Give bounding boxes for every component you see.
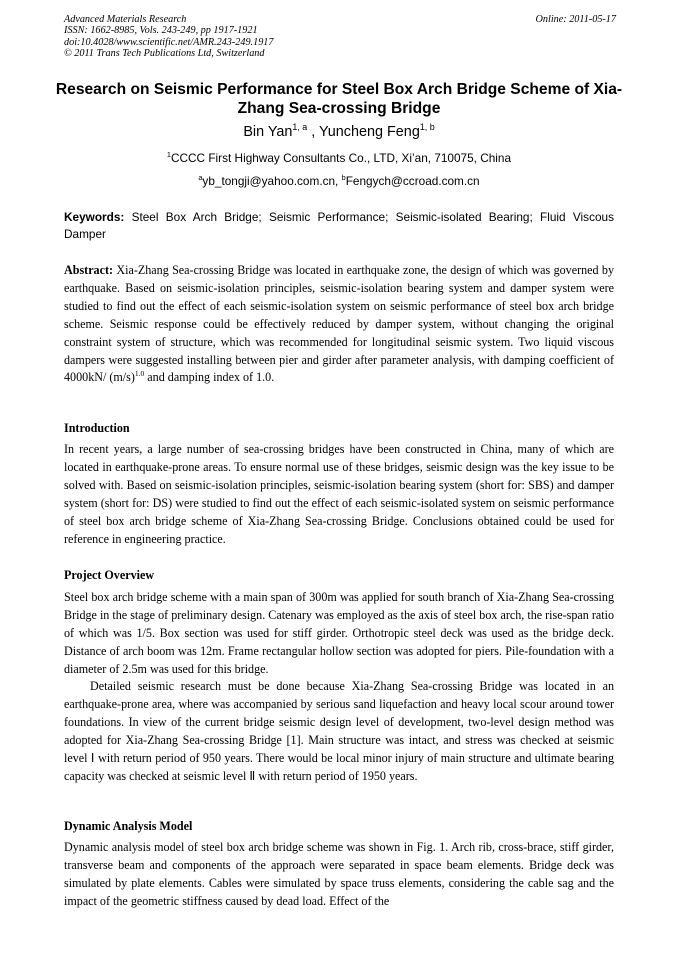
doi-line: doi:10.4028/www.scientific.net/AMR.243-249.1917 [64, 36, 274, 48]
online-date: Online: 2011-05-17 [535, 14, 616, 25]
dynamic-model-paragraph: Dynamic analysis model of steel box arch bridge scheme was shown in Fig. 1. Arch rib, cross-brace, stiff girder, transverse beam and components of the approach were separated in space beam elements. Bridge deck was simulated by plate elements. Cables were simulated by space truss elements, considering the cable sag and the impact of the geometric stiffness caused by dead load. Effect of the [64, 840, 614, 908]
journal-header [64, 14, 616, 60]
paper-title: Research on Seismic Performance for Steel Box Arch Bridge Scheme of Xia-Zhang Sea-crossing Bridge [55, 81, 623, 117]
author-emails [0, 174, 678, 188]
affiliation [0, 151, 678, 165]
abstract-label: Abstract: [64, 263, 114, 277]
email-link[interactable]: yb_tongji@yahoo.com.cn, [202, 174, 342, 188]
keywords-label: Keywords: [64, 210, 125, 224]
author-name: Bin Yan [243, 124, 293, 140]
email-sup: a [198, 173, 203, 183]
issn-line: ISSN: 1662-8985, Vols. 243-249, pp 1917-1921 [64, 25, 258, 37]
email-link[interactable]: Fengych@ccroad.com.cn [345, 174, 480, 188]
abstract-sup: 1.0 [134, 369, 145, 379]
abstract [64, 262, 614, 387]
author-name: Yuncheng Feng [319, 124, 420, 140]
section-heading-project-overview: Project Overview [64, 568, 155, 582]
author-separator: , [307, 124, 319, 140]
author-line [0, 123, 678, 141]
affiliation-sup: 1 [166, 150, 171, 160]
section-heading-introduction: Introduction [64, 421, 130, 435]
abstract-text-end: and damping index of 1.0. [144, 370, 275, 385]
keywords [64, 209, 614, 242]
author-affil-sup: 1, b [419, 122, 435, 133]
section-heading-dynamic-model: Dynamic Analysis Model [64, 819, 193, 833]
copyright-line: © 2011 Trans Tech Publications Ltd, Switzerland [64, 48, 265, 60]
author-affil-sup: 1, a [292, 122, 308, 133]
introduction-paragraph: In recent years, a large number of sea-crossing bridges have been constructed in China, many of which are located in earthquake-prone areas. To ensure normal use of these bridges, seismic design was the key issue to be solved with. Based on seismic-isolation principles, seismic-isolation bearing system (short for: SBS) and damper system (short for: DS) were studied to find out the effect of each seismic-isolated system on seismic performance of steel box arch bridge scheme of Xia-Zhang Sea-crossing Bridge. Conclusions obtained could be used for reference in engineering practice. [64, 442, 614, 546]
keywords-text: Steel Box Arch Bridge; Seismic Performance; Seismic-isolated Bearing; Fluid Viscous Damper [64, 210, 614, 241]
affiliation-text: CCCC First Highway Consultants Co., LTD, Xi’an, 710075, China [170, 151, 512, 165]
email-sup: b [341, 173, 346, 183]
abstract-text: Xia-Zhang Sea-crossing Bridge was located in earthquake zone, the design of which was governed by earthquake. Based on seismic-isolation principles, seismic-isolation bearing system and damper system were studied to find out the effect of each seismic-isolation system on seismic performance of steel box arch bridge scheme. Seismic response could be effectively reduced by damper system, without changing the original constraint system of structure, which was recommended for longitudinal seismic system. Two liquid viscous dampers were suggested installing between pier and girder after parameter analysis, with damping coefficient of 4000kN/ (m/s) [64, 263, 614, 385]
project-overview-paragraph: Detailed seismic research must be done because Xia-Zhang Sea-crossing Bridge was located in an earthquake-prone area, where was accompanied by serious sand liquefaction and heavy local scour around tower foundations. In view of the current bridge seismic design level of development, two-level design method was adopted for Xia-Zhang Sea-crossing Bridge [1]. Main structure was intact, and stress was checked at seismic level Ⅰ with return period of 950 years. There would be local minor injury of main structure and ultimate bearing capacity was checked at seismic level Ⅱ with return period of 1950 years. [64, 679, 614, 783]
project-overview-paragraph: Steel box arch bridge scheme with a main span of 300m was applied for south branch of Xia-Zhang Sea-crossing Bridge in the stage of preliminary design. Catenary was employed as the axis of steel box arch, the rise-span ratio of which was 1/5. Box section was used for stiff girder. Orthotropic steel deck was used as the bridge deck. Distance of arch boom was 12m. Frame rectangular hollow section was adopted for piers. Pile-foundation with a diameter of 2.5m was used for this bridge. [64, 590, 614, 676]
journal-name: Advanced Materials Research [64, 14, 187, 25]
